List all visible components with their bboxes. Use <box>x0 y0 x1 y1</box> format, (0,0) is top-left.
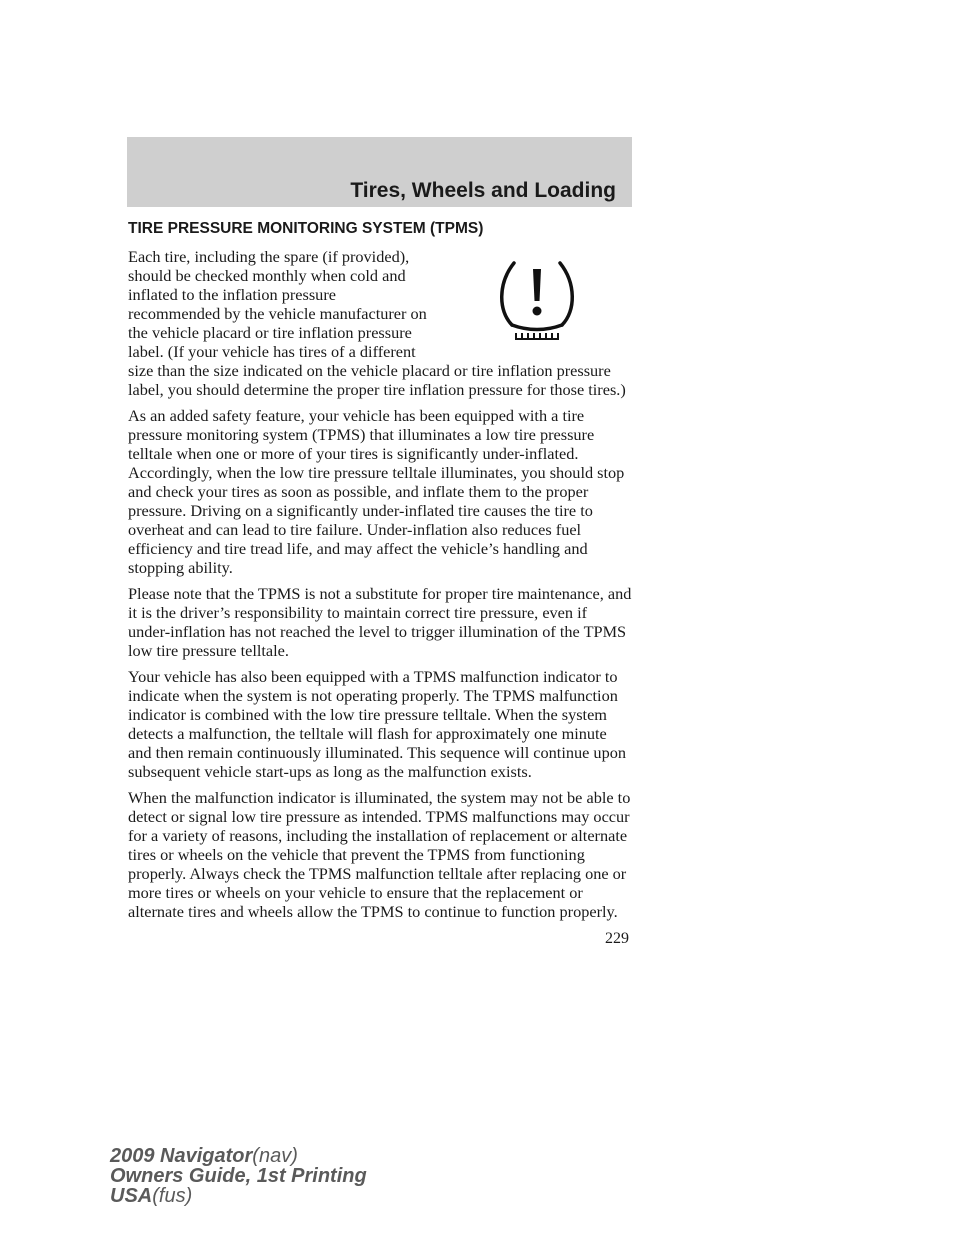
tire-pressure-warning-icon <box>442 253 632 349</box>
footer-market: USA <box>110 1185 153 1207</box>
paragraph-1-text: Each tire, including the spare (if provided), should be checked monthly when cold and inflated to the inflation pressure recommended by the vehicle manufacturer on the vehicle placard or tire inflation pressure label. (If your vehicle has tires of a different size than the size indicated on the vehicle placard or tire inflation pressure label, you should determine the proper tire inflation pressure for those tires.) <box>128 247 626 399</box>
header-band <box>127 137 632 207</box>
footer-model-code: (nav) <box>252 1145 298 1167</box>
footer-print-info <box>110 1146 367 1206</box>
page-number: 229 <box>605 930 629 947</box>
paragraph-1 <box>128 247 632 399</box>
footer-market-code: (fus) <box>152 1185 193 1207</box>
page-header-title: Tires, Wheels and Loading <box>350 179 616 202</box>
footer-line-1 <box>110 1146 367 1166</box>
paragraph-5: When the malfunction indicator is illuminated, the system may not be able to detect or signal low tire pressure as intended. TPMS malfunctions may occur for a variety of reasons, including the installation of replacement or alternate tires or wheels on the vehicle that prevent the TPMS from functioning properly. Always check the TPMS malfunction telltale after replacing one or more tires or wheels on your vehicle to ensure that the replacement or alternate tires and wheels allow the TPMS to continue to function properly. <box>128 788 631 921</box>
footer-model: 2009 Navigator <box>110 1145 253 1167</box>
paragraph-2: As an added safety feature, your vehicle has been equipped with a tire pressure monitoring system (TPMS) that illuminates a low tire pressure telltale when one or more of your tires is significantly under-inflated. Accordingly, when the low tire pressure telltale illuminates, you should stop and check your tires as soon as possible, and inflate them to the proper pressure. Driving on a significantly under-inflated tire causes the tire to overheat and can lead to tire failure. Under-inflation also reduces fuel efficiency and tire tread life, and may affect the vehicle’s handling and stopping ability. <box>128 406 625 577</box>
footer-line-3 <box>110 1186 367 1206</box>
section-title: TIRE PRESSURE MONITORING SYSTEM (TPMS) <box>128 220 484 237</box>
footer-line-2: Owners Guide, 1st Printing <box>110 1165 367 1187</box>
paragraph-3: Please note that the TPMS is not a substitute for proper tire maintenance, and it is the driver’s responsibility to maintain correct tire pressure, even if under-inflation has not reached the level to trigger illumination of the TPMS low tire pressure telltale. <box>128 584 632 660</box>
paragraph-4: Your vehicle has also been equipped with a TPMS malfunction indicator to indicate when the system is not operating properly. The TPMS malfunction indicator is combined with the low tire pressure telltale. When the system detects a malfunction, the telltale will flash for approximately one minute and then remain continuously illuminated. This sequence will continue upon subsequent vehicle start-ups as long as the malfunction exists. <box>128 667 626 781</box>
main-content <box>128 220 632 928</box>
